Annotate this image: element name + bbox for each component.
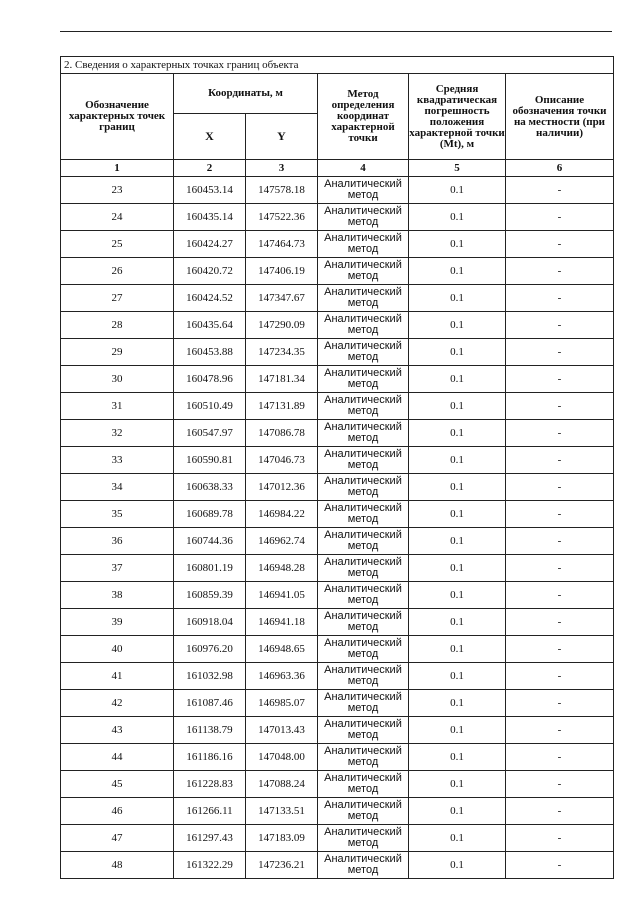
y-coordinate-cell: 146941.05 xyxy=(246,582,318,609)
description-cell: - xyxy=(506,771,614,798)
method-cell: Аналитический метод xyxy=(318,582,409,609)
table-row xyxy=(61,582,614,609)
description-cell: - xyxy=(506,258,614,285)
header-x: X xyxy=(174,114,246,160)
point-cell: 44 xyxy=(61,744,174,771)
x-coordinate-cell: 160424.52 xyxy=(174,285,246,312)
method-cell: Аналитический метод xyxy=(318,177,409,204)
accuracy-cell: 0.1 xyxy=(409,582,506,609)
accuracy-cell: 0.1 xyxy=(409,798,506,825)
accuracy-cell: 0.1 xyxy=(409,339,506,366)
description-cell: - xyxy=(506,582,614,609)
description-cell: - xyxy=(506,798,614,825)
x-coordinate-cell: 160420.72 xyxy=(174,258,246,285)
point-cell: 47 xyxy=(61,825,174,852)
points-table xyxy=(60,56,614,879)
y-coordinate-cell: 147088.24 xyxy=(246,771,318,798)
description-cell: - xyxy=(506,366,614,393)
accuracy-cell: 0.1 xyxy=(409,474,506,501)
accuracy-cell: 0.1 xyxy=(409,528,506,555)
method-cell: Аналитический метод xyxy=(318,258,409,285)
accuracy-cell: 0.1 xyxy=(409,690,506,717)
description-cell: - xyxy=(506,312,614,339)
y-coordinate-cell: 146948.28 xyxy=(246,555,318,582)
point-cell: 40 xyxy=(61,636,174,663)
method-cell: Аналитический метод xyxy=(318,609,409,636)
x-coordinate-cell: 161297.43 xyxy=(174,825,246,852)
description-cell: - xyxy=(506,555,614,582)
point-cell: 34 xyxy=(61,474,174,501)
method-cell: Аналитический метод xyxy=(318,744,409,771)
accuracy-cell: 0.1 xyxy=(409,771,506,798)
description-cell: - xyxy=(506,231,614,258)
y-coordinate-cell: 146948.65 xyxy=(246,636,318,663)
method-cell: Аналитический метод xyxy=(318,366,409,393)
description-cell: - xyxy=(506,204,614,231)
point-cell: 24 xyxy=(61,204,174,231)
y-coordinate-cell: 147086.78 xyxy=(246,420,318,447)
method-cell: Аналитический метод xyxy=(318,825,409,852)
header-accuracy: Средняя квадратическая погрешность положения характерной точки (Mt), м xyxy=(409,74,506,160)
table-row xyxy=(61,285,614,312)
accuracy-cell: 0.1 xyxy=(409,825,506,852)
accuracy-cell: 0.1 xyxy=(409,204,506,231)
table-row xyxy=(61,636,614,663)
method-cell: Аналитический метод xyxy=(318,339,409,366)
method-cell: Аналитический метод xyxy=(318,285,409,312)
description-cell: - xyxy=(506,285,614,312)
point-cell: 38 xyxy=(61,582,174,609)
column-number: 2 xyxy=(174,160,246,177)
x-coordinate-cell: 161266.11 xyxy=(174,798,246,825)
point-cell: 30 xyxy=(61,366,174,393)
x-coordinate-cell: 161032.98 xyxy=(174,663,246,690)
method-cell: Аналитический метод xyxy=(318,231,409,258)
accuracy-cell: 0.1 xyxy=(409,177,506,204)
top-rule xyxy=(60,31,612,32)
x-coordinate-cell: 160801.19 xyxy=(174,555,246,582)
description-cell: - xyxy=(506,447,614,474)
table-row xyxy=(61,771,614,798)
y-coordinate-cell: 147046.73 xyxy=(246,447,318,474)
accuracy-cell: 0.1 xyxy=(409,501,506,528)
y-coordinate-cell: 147234.35 xyxy=(246,339,318,366)
x-coordinate-cell: 160453.14 xyxy=(174,177,246,204)
header-y: Y xyxy=(246,114,318,160)
x-coordinate-cell: 160918.04 xyxy=(174,609,246,636)
accuracy-cell: 0.1 xyxy=(409,852,506,879)
y-coordinate-cell: 147236.21 xyxy=(246,852,318,879)
y-coordinate-cell: 147181.34 xyxy=(246,366,318,393)
method-cell: Аналитический метод xyxy=(318,447,409,474)
y-coordinate-cell: 146985.07 xyxy=(246,690,318,717)
point-cell: 31 xyxy=(61,393,174,420)
method-cell: Аналитический метод xyxy=(318,501,409,528)
accuracy-cell: 0.1 xyxy=(409,285,506,312)
method-cell: Аналитический метод xyxy=(318,690,409,717)
y-coordinate-cell: 147406.19 xyxy=(246,258,318,285)
column-number: 1 xyxy=(61,160,174,177)
table-row xyxy=(61,231,614,258)
description-cell: - xyxy=(506,177,614,204)
method-cell: Аналитический метод xyxy=(318,528,409,555)
description-cell: - xyxy=(506,609,614,636)
y-coordinate-cell: 146963.36 xyxy=(246,663,318,690)
accuracy-cell: 0.1 xyxy=(409,447,506,474)
table-row xyxy=(61,555,614,582)
y-coordinate-cell: 146984.22 xyxy=(246,501,318,528)
point-cell: 26 xyxy=(61,258,174,285)
column-number: 6 xyxy=(506,160,614,177)
section-title: 2. Сведения о характерных точках границ объекта xyxy=(61,57,614,74)
point-cell: 36 xyxy=(61,528,174,555)
description-cell: - xyxy=(506,744,614,771)
accuracy-cell: 0.1 xyxy=(409,744,506,771)
point-cell: 28 xyxy=(61,312,174,339)
y-coordinate-cell: 147183.09 xyxy=(246,825,318,852)
y-coordinate-cell: 147290.09 xyxy=(246,312,318,339)
x-coordinate-cell: 161186.16 xyxy=(174,744,246,771)
x-coordinate-cell: 160590.81 xyxy=(174,447,246,474)
x-coordinate-cell: 160510.49 xyxy=(174,393,246,420)
y-coordinate-cell: 146962.74 xyxy=(246,528,318,555)
method-cell: Аналитический метод xyxy=(318,636,409,663)
y-coordinate-cell: 147012.36 xyxy=(246,474,318,501)
accuracy-cell: 0.1 xyxy=(409,717,506,744)
table-row xyxy=(61,420,614,447)
y-coordinate-cell: 147013.43 xyxy=(246,717,318,744)
y-coordinate-cell: 146941.18 xyxy=(246,609,318,636)
table-row xyxy=(61,717,614,744)
table-row xyxy=(61,474,614,501)
y-coordinate-cell: 147522.36 xyxy=(246,204,318,231)
table-row xyxy=(61,690,614,717)
accuracy-cell: 0.1 xyxy=(409,366,506,393)
table-row xyxy=(61,204,614,231)
column-number: 4 xyxy=(318,160,409,177)
table-row xyxy=(61,825,614,852)
table-row xyxy=(61,177,614,204)
method-cell: Аналитический метод xyxy=(318,771,409,798)
header-description: Описание обозначения точки на местности (при наличии) xyxy=(506,74,614,160)
point-cell: 33 xyxy=(61,447,174,474)
table-row xyxy=(61,339,614,366)
method-cell: Аналитический метод xyxy=(318,393,409,420)
table-row xyxy=(61,744,614,771)
point-cell: 35 xyxy=(61,501,174,528)
method-cell: Аналитический метод xyxy=(318,717,409,744)
x-coordinate-cell: 161322.29 xyxy=(174,852,246,879)
table-row xyxy=(61,312,614,339)
table-row xyxy=(61,852,614,879)
x-coordinate-cell: 161228.83 xyxy=(174,771,246,798)
method-cell: Аналитический метод xyxy=(318,555,409,582)
accuracy-cell: 0.1 xyxy=(409,312,506,339)
description-cell: - xyxy=(506,825,614,852)
description-cell: - xyxy=(506,636,614,663)
description-cell: - xyxy=(506,717,614,744)
point-cell: 29 xyxy=(61,339,174,366)
y-coordinate-cell: 147131.89 xyxy=(246,393,318,420)
accuracy-cell: 0.1 xyxy=(409,393,506,420)
accuracy-cell: 0.1 xyxy=(409,636,506,663)
x-coordinate-cell: 160453.88 xyxy=(174,339,246,366)
table-row xyxy=(61,393,614,420)
table-row xyxy=(61,501,614,528)
method-cell: Аналитический метод xyxy=(318,474,409,501)
description-cell: - xyxy=(506,420,614,447)
header-coordinates: Координаты, м xyxy=(174,74,318,114)
accuracy-cell: 0.1 xyxy=(409,231,506,258)
point-cell: 39 xyxy=(61,609,174,636)
accuracy-cell: 0.1 xyxy=(409,555,506,582)
point-cell: 32 xyxy=(61,420,174,447)
table-row xyxy=(61,258,614,285)
method-cell: Аналитический метод xyxy=(318,312,409,339)
column-number: 5 xyxy=(409,160,506,177)
y-coordinate-cell: 147133.51 xyxy=(246,798,318,825)
header-designation: Обозначение характерных точек границ xyxy=(61,74,174,160)
point-cell: 45 xyxy=(61,771,174,798)
point-cell: 37 xyxy=(61,555,174,582)
method-cell: Аналитический метод xyxy=(318,663,409,690)
header-method: Метод определения координат характерной точки xyxy=(318,74,409,160)
x-coordinate-cell: 160547.97 xyxy=(174,420,246,447)
description-cell: - xyxy=(506,393,614,420)
accuracy-cell: 0.1 xyxy=(409,609,506,636)
accuracy-cell: 0.1 xyxy=(409,663,506,690)
column-numbers-row xyxy=(61,160,614,177)
method-cell: Аналитический метод xyxy=(318,420,409,447)
table-row xyxy=(61,663,614,690)
table-row xyxy=(61,609,614,636)
point-cell: 41 xyxy=(61,663,174,690)
y-coordinate-cell: 147048.00 xyxy=(246,744,318,771)
method-cell: Аналитический метод xyxy=(318,852,409,879)
point-cell: 27 xyxy=(61,285,174,312)
description-cell: - xyxy=(506,474,614,501)
description-cell: - xyxy=(506,690,614,717)
x-coordinate-cell: 160638.33 xyxy=(174,474,246,501)
point-cell: 43 xyxy=(61,717,174,744)
description-cell: - xyxy=(506,663,614,690)
y-coordinate-cell: 147464.73 xyxy=(246,231,318,258)
accuracy-cell: 0.1 xyxy=(409,258,506,285)
point-cell: 46 xyxy=(61,798,174,825)
x-coordinate-cell: 160859.39 xyxy=(174,582,246,609)
x-coordinate-cell: 160435.14 xyxy=(174,204,246,231)
x-coordinate-cell: 160424.27 xyxy=(174,231,246,258)
x-coordinate-cell: 160689.78 xyxy=(174,501,246,528)
point-cell: 48 xyxy=(61,852,174,879)
x-coordinate-cell: 161138.79 xyxy=(174,717,246,744)
description-cell: - xyxy=(506,852,614,879)
method-cell: Аналитический метод xyxy=(318,204,409,231)
y-coordinate-cell: 147578.18 xyxy=(246,177,318,204)
column-number: 3 xyxy=(246,160,318,177)
table-row xyxy=(61,528,614,555)
x-coordinate-cell: 160744.36 xyxy=(174,528,246,555)
x-coordinate-cell: 160976.20 xyxy=(174,636,246,663)
description-cell: - xyxy=(506,501,614,528)
point-cell: 23 xyxy=(61,177,174,204)
method-cell: Аналитический метод xyxy=(318,798,409,825)
x-coordinate-cell: 161087.46 xyxy=(174,690,246,717)
x-coordinate-cell: 160435.64 xyxy=(174,312,246,339)
point-cell: 42 xyxy=(61,690,174,717)
table-row xyxy=(61,366,614,393)
point-cell: 25 xyxy=(61,231,174,258)
description-cell: - xyxy=(506,339,614,366)
table-row xyxy=(61,447,614,474)
accuracy-cell: 0.1 xyxy=(409,420,506,447)
y-coordinate-cell: 147347.67 xyxy=(246,285,318,312)
table-row xyxy=(61,798,614,825)
x-coordinate-cell: 160478.96 xyxy=(174,366,246,393)
description-cell: - xyxy=(506,528,614,555)
